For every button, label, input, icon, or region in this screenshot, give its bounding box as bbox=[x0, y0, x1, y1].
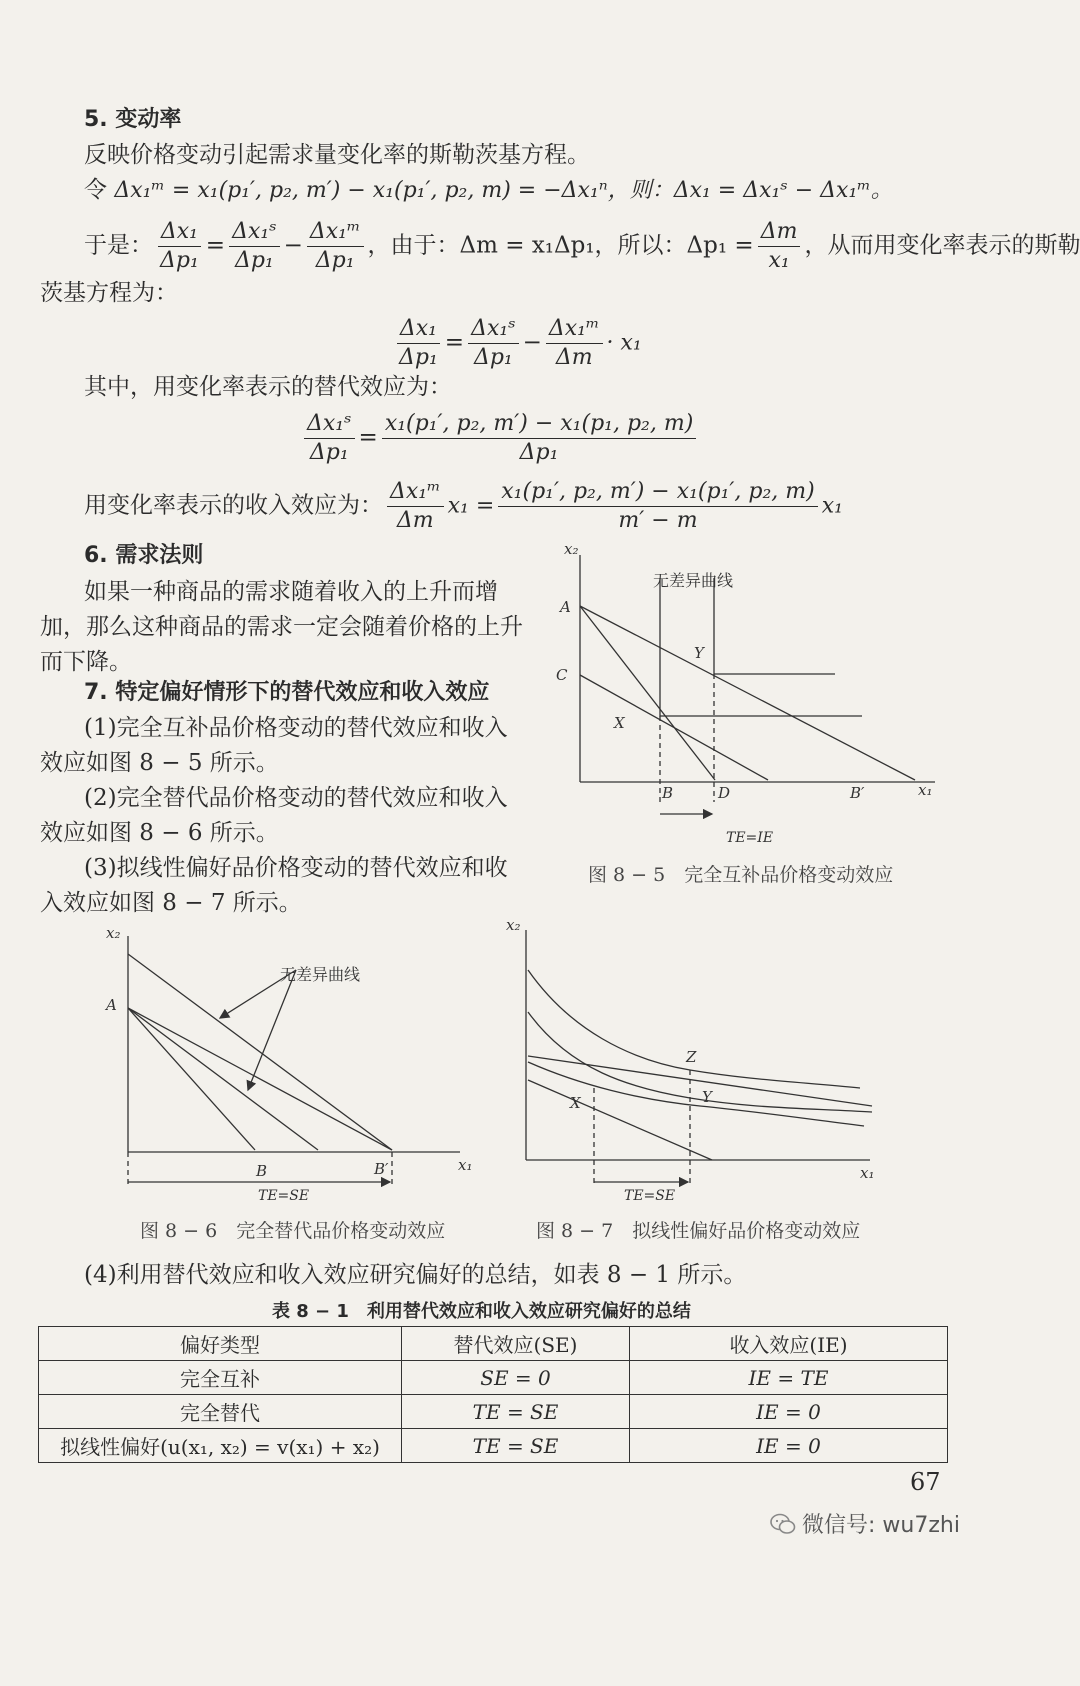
fig85-budget-comp bbox=[580, 675, 768, 780]
fig86-label-bp: B′ bbox=[374, 1160, 389, 1178]
section5-heading: 5. 变动率 bbox=[84, 107, 182, 132]
fig86-caption: 图 8 − 6 完全替代品价格变动效应 bbox=[140, 1220, 446, 1242]
fig87-x-label: x₁ bbox=[860, 1164, 875, 1182]
fig85-label-y: Y bbox=[694, 644, 704, 662]
fig85-caption: 图 8 − 5 完全互补品价格变动效应 bbox=[588, 864, 894, 886]
table-cell: IE = TE bbox=[630, 1361, 948, 1395]
table-cell: TE = SE bbox=[402, 1429, 630, 1463]
page-number: 67 bbox=[910, 1468, 941, 1496]
substitution-intro: 其中，用变化率表示的替代效应为： bbox=[84, 374, 452, 400]
income-rate-equation: 用变化率表示的收入效应为： $\frac{\text{Δx₁ᵐ}}{\Delta m}$ x₁ = $\frac{\text{x₁(p₁′, p₂, m′) − x₁(p₁′, p₂, m)}}{m' - m}$ x₁ bbox=[84, 479, 843, 533]
table-header-cell: 偏好类型 bbox=[39, 1327, 402, 1361]
fig86-y-label: x₂ bbox=[106, 924, 121, 942]
fig86-line-3 bbox=[128, 1008, 318, 1150]
fig86-x-label: x₁ bbox=[458, 1156, 473, 1174]
section5-intro: 反映价格变动引起需求量变化率的斯勒茨基方程。 bbox=[84, 142, 590, 168]
fig86-line-4 bbox=[128, 1008, 255, 1150]
table-cell: 拟线性偏好(u(x₁, x₂) = v(x₁) + x₂) bbox=[39, 1429, 402, 1463]
substitution-rate-equation: $\frac{\text{Δx₁ˢ}}{\text{Δp₁}}$ = $\frac{\text{x₁(p₁′, p₂, m′) − x₁(p₁, p₂, m)}}{\text{Δp₁}}$ bbox=[300, 410, 700, 467]
fig87-budget-old bbox=[528, 1080, 712, 1160]
section7-heading: 7. 特定偏好情形下的替代效应和收入效应 bbox=[84, 680, 490, 705]
section6-heading: 6. 需求法则 bbox=[84, 543, 204, 568]
fig87-te-label: TE=SE bbox=[624, 1188, 676, 1204]
table-cell: 完全替代 bbox=[39, 1395, 402, 1429]
fig86-te-label: TE=SE bbox=[258, 1188, 310, 1204]
table-cell: 完全互补 bbox=[39, 1361, 402, 1395]
fig85-y-label: x₂ bbox=[564, 540, 579, 558]
section5-let-line: 令 Δx₁ᵐ = x₁(p₁′, p₂, m′) − x₁(p₁′, p₂, m) = −Δx₁ⁿ，则：Δx₁ = Δx₁ˢ − Δx₁ᵐ。 bbox=[84, 177, 893, 203]
section6-line1: 如果一种商品的需求随着收入的上升而增 bbox=[84, 579, 498, 605]
fig85-indiff-2 bbox=[714, 578, 835, 674]
table-header-cell: 收入效应(IE) bbox=[630, 1327, 948, 1361]
table-cell: SE = 0 bbox=[402, 1361, 630, 1395]
fig85-budget-new bbox=[580, 606, 915, 780]
table-row bbox=[39, 1429, 948, 1463]
section7-p4: (4)利用替代效应和收入效应研究偏好的总结，如表 8 − 1 所示。 bbox=[84, 1262, 747, 1288]
table81-title: 表 8 − 1 利用替代效应和收入效应研究偏好的总结 bbox=[272, 1301, 691, 1322]
table-header-row bbox=[39, 1327, 948, 1361]
fig85-curve-label: 无差异曲线 bbox=[653, 571, 734, 590]
fig85-label-x: X bbox=[614, 714, 625, 732]
section5-therefore-line: 于是： $\frac{\text{Δx₁}}{\text{Δp₁}}$ = $\frac{\text{Δx₁ˢ}}{\text{Δp₁}}$ − $\frac{\text{Δx₁ᵐ}}{\text{Δp₁}}$ ，由于：Δm = x₁Δp₁，所以：Δp₁ = $\frac{\Delta m}{\text{x₁}}$ ，从而用变化率表示的斯勒 bbox=[84, 219, 1080, 273]
figure-8-6 bbox=[100, 920, 490, 1220]
fig85-label-c: C bbox=[556, 666, 568, 684]
table-cell: TE = SE bbox=[402, 1395, 630, 1429]
table-row bbox=[39, 1361, 948, 1395]
fig87-caption: 图 8 − 7 拟线性偏好品价格变动效应 bbox=[536, 1220, 861, 1242]
section7-p2b: 效应如图 8 − 6 所示。 bbox=[40, 820, 279, 846]
section6-line3: 而下降。 bbox=[40, 649, 132, 675]
wechat-icon bbox=[770, 1513, 796, 1535]
section7-p1b: 效应如图 8 − 5 所示。 bbox=[40, 750, 279, 776]
table-cell: IE = 0 bbox=[630, 1429, 948, 1463]
fig85-label-b: B bbox=[662, 784, 674, 802]
figure-8-5 bbox=[550, 540, 970, 860]
fig85-label-bp: B′ bbox=[850, 784, 865, 802]
section7-p3b: 入效应如图 8 − 7 所示。 bbox=[40, 890, 302, 916]
fig87-indiff-upper bbox=[528, 970, 860, 1088]
fig85-x-label: x₁ bbox=[918, 781, 933, 799]
section7-p2a: (2)完全替代品价格变动的替代效应和收入 bbox=[84, 785, 508, 811]
watermark-text: 微信号: wu7zhi bbox=[802, 1513, 960, 1538]
watermark bbox=[770, 1508, 960, 1539]
section7-p1a: (1)完全互补品价格变动的替代效应和收入 bbox=[84, 715, 508, 741]
table-row bbox=[39, 1395, 948, 1429]
table-cell: IE = 0 bbox=[630, 1395, 948, 1429]
fig85-label-a: A bbox=[560, 598, 571, 616]
figure-8-7 bbox=[500, 910, 900, 1210]
fig86-label-b: B bbox=[256, 1162, 268, 1180]
fig86-line-2 bbox=[128, 1008, 392, 1150]
fig87-y-label: x₂ bbox=[506, 916, 521, 934]
fig86-pointer-2 bbox=[248, 970, 296, 1090]
table-header-cell: 替代效应(SE) bbox=[402, 1327, 630, 1361]
fig86-label-a: A bbox=[106, 996, 117, 1014]
fig85-indiff-1 bbox=[660, 578, 862, 716]
section5-therefore-cont: 茨基方程为： bbox=[40, 280, 178, 306]
fig85-te-label: TE=IE bbox=[726, 830, 774, 846]
table81 bbox=[38, 1326, 948, 1463]
section6-line2: 加，那么这种商品的需求一定会随着价格的上升 bbox=[40, 614, 523, 640]
fig87-label-x: X bbox=[570, 1094, 581, 1112]
fig87-label-y: Y bbox=[702, 1088, 712, 1106]
fig85-budget-old bbox=[580, 606, 715, 780]
section7-p3a: (3)拟线性偏好品价格变动的替代效应和收 bbox=[84, 855, 508, 881]
slutsky-rate-equation: $\frac{\text{Δx₁}}{\text{Δp₁}}$ = $\frac{\text{Δx₁ˢ}}{\text{Δp₁}}$ − $\frac{\text{Δx₁ᵐ}}{\Delta m}$ · x₁ bbox=[392, 315, 642, 372]
fig87-label-z: Z bbox=[686, 1048, 697, 1066]
fig86-curve-label: 无差异曲线 bbox=[280, 965, 361, 984]
fig85-label-d: D bbox=[718, 784, 731, 802]
